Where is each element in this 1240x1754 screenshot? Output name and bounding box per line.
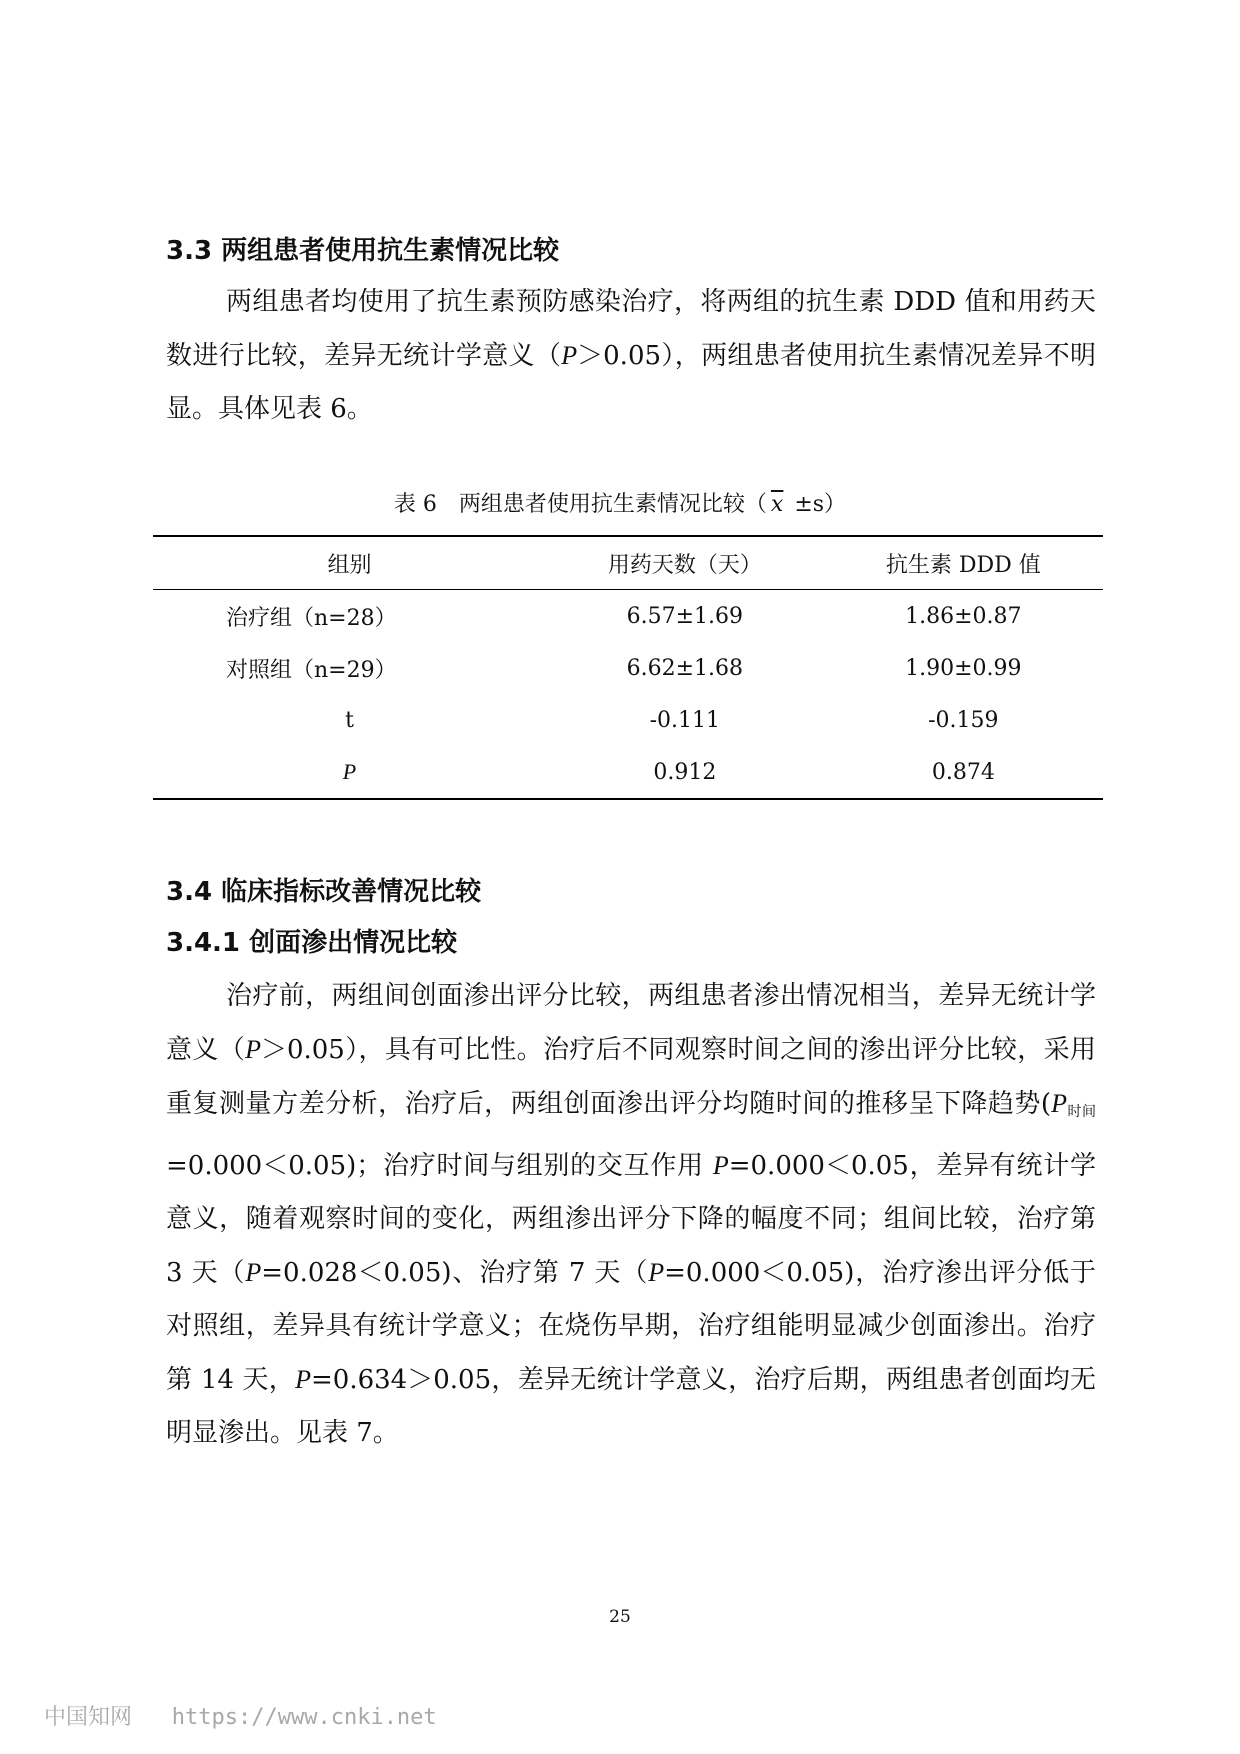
row-label: 对照组（n=29） bbox=[226, 657, 397, 683]
para-text: =0.000＜0.05，差异有统计学意义，随着观察时间的变化，两组渗出评分下降的幅度不同；组间比较，治疗第 3 天（ bbox=[166, 1151, 1096, 1288]
row-label: P bbox=[342, 759, 357, 784]
header-group: 组别 bbox=[327, 552, 372, 578]
table-6 bbox=[153, 535, 1103, 800]
header-ddd: 抗生素 DDD 值 bbox=[885, 552, 1041, 578]
caption-mean-symbol: $\overline{x}$ bbox=[770, 492, 784, 517]
para-text: ＞0.05），具有可比性。治疗后不同观察时间之间的渗出评分比较，采用重复测量方差分析，治疗后，两组创面渗出评分均随时间的推移呈下降趋势( bbox=[166, 1035, 1096, 1119]
p-symbol: P bbox=[712, 1151, 729, 1180]
footer-watermark bbox=[44, 1700, 437, 1731]
section-heading-3-4-1: 3.4.1 创面渗出情况比较 bbox=[166, 928, 458, 958]
p-subscript: 时间 bbox=[1066, 1104, 1096, 1120]
table-row bbox=[153, 590, 1103, 643]
footer-url[interactable]: https://www.cnki.net bbox=[171, 1705, 437, 1730]
para-text: ＞0.05），两组患者使用抗生素情况差异不明显。具体见表 6。 bbox=[166, 341, 1096, 424]
row-label: t bbox=[345, 707, 354, 733]
footer-site-name: 中国知网 bbox=[44, 1705, 133, 1730]
table-header-row bbox=[153, 536, 1103, 590]
row-ddd: 0.874 bbox=[931, 759, 995, 785]
row-ddd: -0.159 bbox=[928, 707, 999, 733]
caption-prefix: 表 6 两组患者使用抗生素情况比较（ bbox=[393, 492, 767, 517]
data-table bbox=[153, 535, 1103, 800]
row-ddd: 1.86±0.87 bbox=[905, 603, 1022, 629]
row-label: 治疗组（n=28） bbox=[226, 605, 397, 631]
row-days: -0.111 bbox=[649, 707, 721, 733]
section-heading-3-4: 3.4 临床指标改善情况比较 bbox=[166, 877, 482, 907]
table-row bbox=[153, 642, 1103, 694]
section-heading-3-3: 3.3 两组患者使用抗生素情况比较 bbox=[166, 236, 560, 266]
para-text: 两组患者均使用了抗生素预防感染治疗，将两组的抗生素 DDD 值和用药天数进行比较，差异无统计学意义（ bbox=[166, 287, 1096, 371]
para-text: =0.634＞0.05，差异无统计学意义，治疗后期，两组患者创面均无明显渗出。见表 7。 bbox=[166, 1365, 1096, 1448]
para-text: 治疗前，两组间创面渗出评分比较，两组患者渗出情况相当，差异无统计学意义（ bbox=[166, 981, 1096, 1065]
para-text: =0.028＜0.05)、治疗第 7 天（ bbox=[261, 1258, 649, 1288]
header-days: 用药天数（天） bbox=[607, 552, 762, 578]
row-ddd: 1.90±0.99 bbox=[905, 655, 1022, 681]
table-row bbox=[153, 694, 1103, 746]
table-row bbox=[153, 746, 1103, 799]
paragraph-antibiotic-usage bbox=[166, 276, 1096, 436]
para-text: =0.000＜0.05)；治疗时间与组别的交互作用 bbox=[166, 1151, 713, 1181]
row-days: 0.912 bbox=[653, 759, 717, 785]
p-symbol: P bbox=[245, 1035, 261, 1064]
p-symbol: P bbox=[1051, 1089, 1067, 1118]
p-symbol: P bbox=[648, 1258, 665, 1287]
paragraph-wound-exudate bbox=[166, 970, 1096, 1460]
caption-suffix: ±s） bbox=[787, 492, 847, 517]
p-symbol: P bbox=[561, 341, 578, 370]
p-symbol: P bbox=[295, 1365, 311, 1394]
para-text: =0.000＜0.05)，治疗渗出评分低于对照组，差异具有统计学意义；在烧伤早期，治疗组能明显减少创面渗出。治疗第 14 天， bbox=[166, 1258, 1096, 1395]
p-symbol: P bbox=[245, 1258, 262, 1287]
table-caption bbox=[0, 490, 1240, 520]
page-number: 25 bbox=[609, 1607, 631, 1627]
row-days: 6.57±1.69 bbox=[626, 603, 744, 629]
row-days: 6.62±1.68 bbox=[626, 655, 744, 681]
